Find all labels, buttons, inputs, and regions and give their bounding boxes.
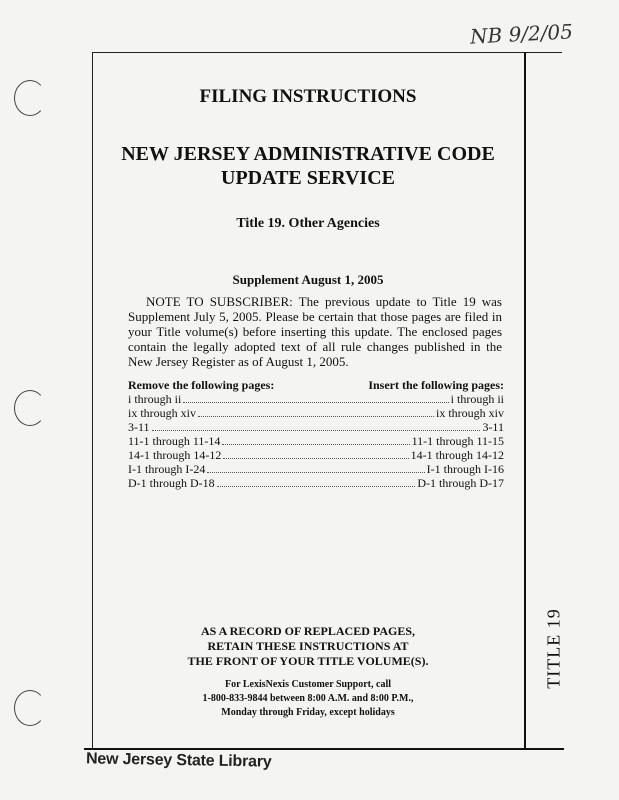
remove-pages: i through ii (128, 392, 182, 406)
remove-pages: ix through xiv (128, 406, 196, 420)
remove-pages: 14-1 through 14-12 (128, 448, 222, 462)
insert-pages: ix through xiv (436, 406, 504, 420)
leader-dots (198, 416, 434, 417)
punch-hole-top (14, 80, 46, 116)
table-row (128, 392, 504, 406)
supplement-date: Supplement August 1, 2005 (232, 272, 384, 287)
table-row (128, 476, 504, 490)
title-name: Title 19. Other Agencies (236, 216, 380, 231)
support-line: 1-800-833-9844 between 8:00 A.M. and 8:00 P.M., (202, 693, 414, 704)
table-row (128, 462, 504, 476)
insert-header: Insert the following pages: (368, 378, 504, 392)
table-row (128, 406, 504, 420)
support-line: For LexisNexis Customer Support, call (224, 679, 391, 690)
code-title (92, 142, 524, 190)
code-title-line1: NEW JERSEY ADMINISTRATIVE CODE (121, 143, 495, 165)
remove-pages: 3-11 (128, 420, 150, 434)
frame-bottom-rule (84, 748, 564, 750)
record-notice (92, 624, 524, 669)
pages-table-header (128, 378, 504, 392)
insert-pages: i through ii (450, 392, 504, 406)
leader-dots (222, 444, 409, 445)
title-tab (520, 608, 580, 689)
remove-pages: D-1 through D-18 (128, 476, 215, 490)
pages-table (128, 378, 504, 490)
remove-header: Remove the following pages: (128, 378, 275, 392)
leader-dots (217, 486, 416, 487)
code-title-line2: UPDATE SERVICE (221, 167, 395, 189)
punch-hole-bottom (14, 690, 46, 726)
leader-dots (183, 402, 448, 403)
leader-dots (207, 472, 424, 473)
record-notice-line: AS A RECORD OF REPLACED PAGES, (200, 624, 416, 638)
library-stamp: New Jersey State Library (85, 750, 272, 771)
leader-dots (152, 430, 481, 431)
support-line: Monday through Friday, except holidays (221, 707, 395, 718)
punch-hole-middle (14, 390, 46, 426)
leader-dots (223, 458, 408, 459)
insert-pages: D-1 through D-17 (417, 476, 504, 490)
insert-pages: 11-1 through 11-15 (411, 434, 504, 448)
customer-support (92, 678, 524, 720)
remove-pages: 11-1 through 11-14 (128, 434, 221, 448)
subscriber-note: NOTE TO SUBSCRIBER: The previous update to Title 19 was Supplement July 5, 2005. Please be certain that those pages are filed in your Title volume(s) before inserting this update. The enclosed pages contain the legally adopted text of all rule changes published in the New Jersey Register as of August 1, 2005. (128, 294, 502, 369)
table-row (128, 420, 504, 434)
frame-top-rule (92, 52, 562, 53)
page-heading: FILING INSTRUCTIONS (199, 86, 417, 107)
record-notice-line: THE FRONT OF YOUR TITLE VOLUME(S). (187, 654, 429, 668)
insert-pages: 14-1 through 14-12 (410, 448, 504, 462)
insert-pages: I-1 through I-16 (426, 462, 504, 476)
remove-pages: I-1 through I-24 (128, 462, 206, 476)
insert-pages: 3-11 (482, 420, 504, 434)
title-tab-label: TITLE 19 (543, 608, 564, 689)
table-row (128, 434, 504, 448)
handwritten-initials-date: NB 9/2/05 (469, 19, 574, 49)
table-row (128, 448, 504, 462)
record-notice-line: RETAIN THESE INSTRUCTIONS AT (207, 639, 409, 653)
